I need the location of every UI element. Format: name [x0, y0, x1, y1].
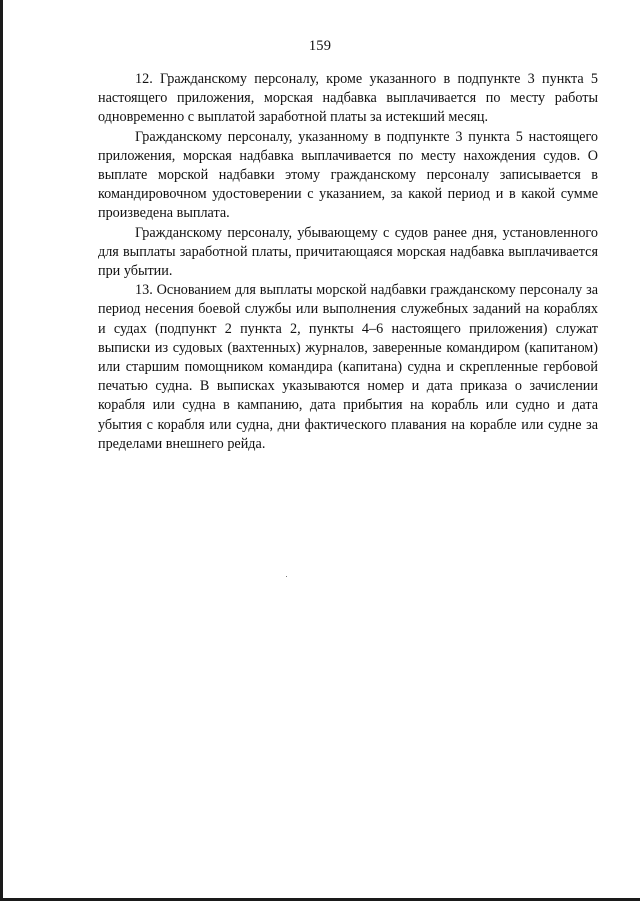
paragraph-12-part-3: Гражданскому персоналу, убывающему с судов ранее дня, установленного для выплаты заработной платы, причитающаяся морская надбавка выплачивается при убытии. [98, 224, 598, 280]
scan-speck [286, 576, 287, 577]
scan-edge-left [0, 0, 3, 901]
paragraph-12: 12. Гражданскому персоналу, кроме указанного в подпункте 3 пункта 5 настоящего приложения, морская надбавка выплачивается по месту работы одновременно с выплатой заработной платы за истекший месяц. [98, 71, 598, 126]
document-body [98, 70, 598, 454]
paragraph-12-part-2: Гражданскому персоналу, указанному в подпункте 3 пункта 5 настоящего приложения, морская надбавка выплачивается по месту нахождения судов. О выплате морской надбавки этому гражданскому персоналу записывается в командировочном удостоверении с указанием, за какой период и в какой сумме произведена выплата. [98, 128, 598, 222]
paragraph-13: 13. Основанием для выплаты морской надбавки гражданскому персоналу за период несения боевой службы или выполнения служебных заданий на кораблях и судах (подпункт 2 пункта 2, пункты 4–6 настоящего приложения) служат выписки из судовых (вахтенных) журналов, заверенные командиром (капитаном) или старшим помощником командира (капитана) судна и скрепленные гербовой печатью судна. В выписках указываются номер и дата приказа о зачислении корабля или судна в кампанию, дата прибытия на корабль или судно и дата убытия с корабля или судна, дни фактического плавания на корабле или судне за пределами внешнего рейда. [98, 282, 598, 452]
page-number: 159 [308, 38, 332, 54]
